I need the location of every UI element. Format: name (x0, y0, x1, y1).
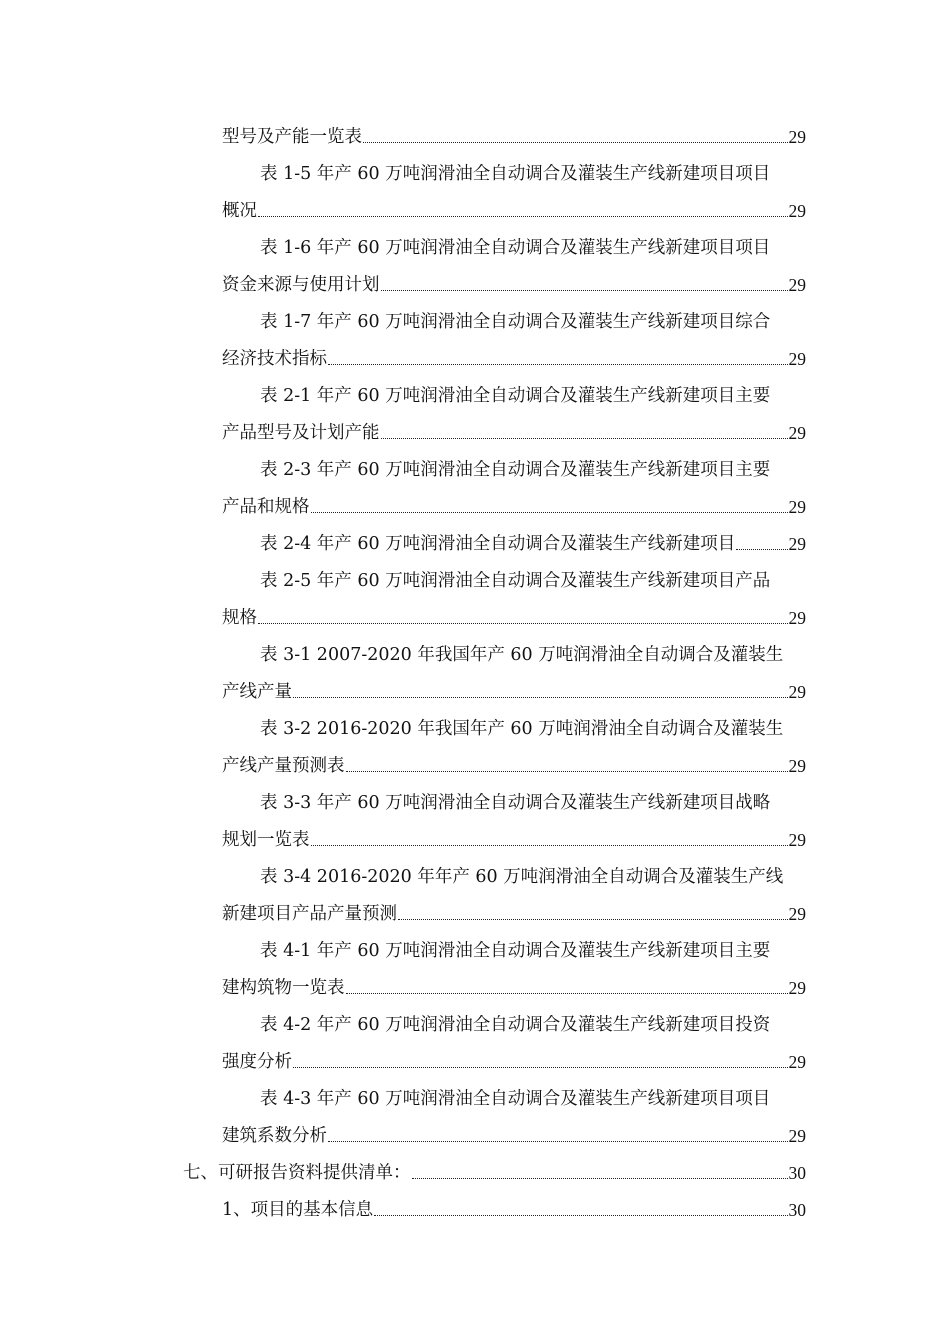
toc-entry-text: 表 2-1 年产 60 万吨润滑油全自动调合及灌装生产线新建项目主要 (260, 386, 771, 406)
toc-entry-line (260, 1086, 806, 1110)
toc-page-number: 29 (788, 127, 806, 147)
toc-entry-text: 表 3-4 2016-2020 年年产 60 万吨润滑油全自动调合及灌装生产线 (260, 867, 784, 887)
toc-dot-leader (381, 438, 788, 439)
toc-entry-text: 产线产量预测表 (222, 756, 345, 776)
toc-entry-text: 表 1-6 年产 60 万吨润滑油全自动调合及灌装生产线新建项目项目 (260, 238, 771, 258)
toc-dot-leader (398, 919, 788, 920)
toc-dot-leader (311, 845, 788, 846)
toc-entry-line[interactable] (222, 753, 806, 777)
toc-entry-line[interactable] (222, 1123, 806, 1147)
toc-dot-leader (258, 623, 788, 624)
toc-entry-line (260, 161, 806, 185)
toc-dot-leader (412, 1178, 788, 1179)
toc-page-number: 29 (788, 349, 806, 369)
toc-entry-text: 强度分析 (222, 1052, 292, 1072)
toc-page-number: 29 (788, 756, 806, 776)
toc-page-number: 29 (788, 275, 806, 295)
toc-dot-leader (328, 1141, 788, 1142)
toc-entry-line (260, 790, 806, 814)
toc-entry-text: 表 3-1 2007-2020 年我国年产 60 万吨润滑油全自动调合及灌装生 (260, 645, 784, 665)
toc-page-number: 29 (788, 201, 806, 221)
toc-page-number: 29 (788, 682, 806, 702)
toc-entry-text: 产线产量 (222, 682, 292, 702)
toc-entry-text: 建筑系数分析 (222, 1126, 327, 1146)
toc-entry-line[interactable] (222, 272, 806, 296)
toc-entry-line (260, 864, 806, 888)
toc-entry-line[interactable] (222, 346, 806, 370)
toc-page-number: 29 (788, 1126, 806, 1146)
toc-entry-text: 表 1-7 年产 60 万吨润滑油全自动调合及灌装生产线新建项目综合 (260, 312, 771, 332)
toc-entry-text: 规划一览表 (222, 830, 310, 850)
toc-entry-line (260, 716, 806, 740)
toc-page-number: 30 (788, 1163, 806, 1183)
toc-entry-text: 规格 (222, 608, 257, 628)
toc-page-number: 29 (788, 830, 806, 850)
toc-entry-text: 新建项目产品产量预测 (222, 904, 397, 924)
toc-entry-text: 资金来源与使用计划 (222, 275, 380, 295)
toc-entry-line (260, 309, 806, 333)
toc-dot-leader (346, 993, 788, 994)
toc-entry-text: 型号及产能一览表 (222, 127, 362, 147)
toc-page-number: 29 (788, 1052, 806, 1072)
toc-entry-line[interactable] (222, 124, 806, 148)
toc-entry-line[interactable] (183, 1160, 806, 1184)
toc-page-number: 30 (788, 1200, 806, 1220)
toc-dot-leader (293, 1067, 788, 1068)
toc-entry-line[interactable] (222, 605, 806, 629)
toc-entry-line[interactable] (222, 975, 806, 999)
toc-dot-leader (293, 697, 788, 698)
toc-entry-line (260, 642, 806, 666)
toc-dot-leader (736, 549, 787, 550)
toc-entry-line (260, 938, 806, 962)
toc-entry-line (260, 383, 806, 407)
toc-entry-line[interactable] (222, 420, 806, 444)
toc-entry-line (260, 1012, 806, 1036)
toc-entry-text: 概况 (222, 201, 257, 221)
toc-entry-line[interactable] (222, 198, 806, 222)
toc-entry-text: 产品型号及计划产能 (222, 423, 380, 443)
toc-dot-leader (328, 364, 788, 365)
toc-entry-text: 建构筑物一览表 (222, 978, 345, 998)
toc-dot-leader (381, 290, 788, 291)
toc-entry-text: 表 4-3 年产 60 万吨润滑油全自动调合及灌装生产线新建项目项目 (260, 1089, 771, 1109)
toc-entry-text: 表 2-4 年产 60 万吨润滑油全自动调合及灌装生产线新建项目 (260, 534, 736, 554)
toc-entry-text: 经济技术指标 (222, 349, 327, 369)
toc-entry-line[interactable] (222, 679, 806, 703)
toc-entry-text: 表 3-2 2016-2020 年我国年产 60 万吨润滑油全自动调合及灌装生 (260, 719, 784, 739)
toc-dot-leader (258, 216, 788, 217)
toc-entry-text: 1、项目的基本信息 (222, 1200, 374, 1220)
toc-entry-text: 表 2-3 年产 60 万吨润滑油全自动调合及灌装生产线新建项目主要 (260, 460, 771, 480)
toc-entry-text: 表 3-3 年产 60 万吨润滑油全自动调合及灌装生产线新建项目战略 (260, 793, 771, 813)
toc-page-number: 29 (788, 497, 806, 517)
toc-entry-text: 表 4-2 年产 60 万吨润滑油全自动调合及灌装生产线新建项目投资 (260, 1015, 771, 1035)
toc-entry-line[interactable] (222, 1049, 806, 1073)
toc-entry-line[interactable] (222, 1197, 806, 1221)
toc-entry-line (260, 568, 806, 592)
toc-entry-line[interactable] (222, 827, 806, 851)
toc-page-number: 29 (788, 423, 806, 443)
toc-entry-line[interactable] (222, 901, 806, 925)
toc-dot-leader (374, 1215, 787, 1216)
toc-dot-leader (363, 142, 788, 143)
toc-page-number: 29 (788, 608, 806, 628)
toc-dot-leader (346, 771, 788, 772)
toc-entry-line (260, 235, 806, 259)
toc-entry-text: 表 1-5 年产 60 万吨润滑油全自动调合及灌装生产线新建项目项目 (260, 164, 771, 184)
toc-entry-text: 七、可研报告资料提供清单： (183, 1163, 411, 1183)
toc-page-number: 29 (788, 904, 806, 924)
toc-entry-line (260, 457, 806, 481)
toc-entry-text: 产品和规格 (222, 497, 310, 517)
toc-page-number: 29 (788, 534, 806, 554)
toc-dot-leader (311, 512, 788, 513)
toc-entry-text: 表 4-1 年产 60 万吨润滑油全自动调合及灌装生产线新建项目主要 (260, 941, 771, 961)
toc-page-number: 29 (788, 978, 806, 998)
toc-entry-line[interactable] (260, 531, 806, 555)
toc-entry-text: 表 2-5 年产 60 万吨润滑油全自动调合及灌装生产线新建项目产品 (260, 571, 771, 591)
toc-entry-line[interactable] (222, 494, 806, 518)
